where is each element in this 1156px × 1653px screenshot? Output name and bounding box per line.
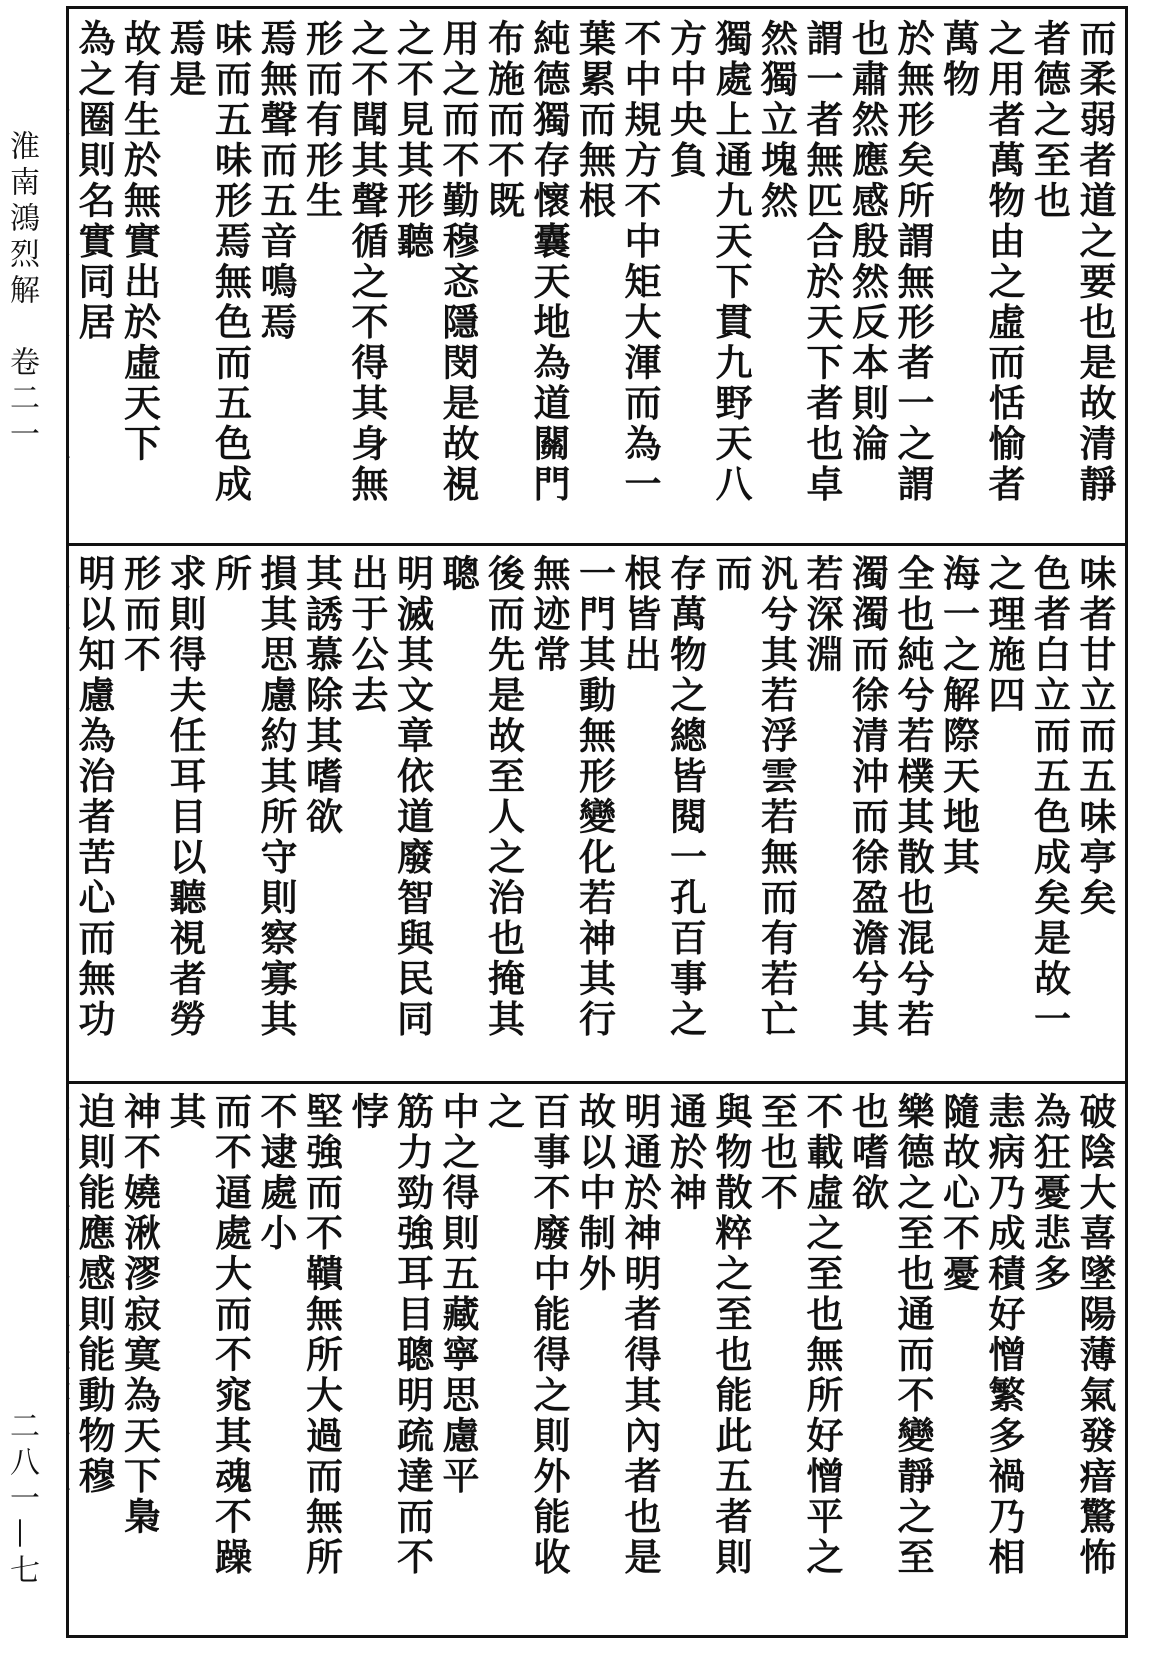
text-column: 用之而不勤穆忞隱閔是故視之不見其形聽 (390, 19, 480, 505)
text-column: 其誘慕除其嗜欲 (299, 554, 344, 838)
text-column: 故有生於無實出於虛天下 (117, 19, 162, 465)
text-column: 一門其動無形變化若神其行無迹常 (527, 554, 617, 1040)
text-column: 神不嬈湫漻寂寞為天下梟 (117, 1092, 162, 1538)
text-column: 而不逼處大而不窕其魂不躁其 (163, 1092, 253, 1578)
text-column: 存萬物之總皆閱一孔百事之根皆出 (618, 554, 708, 1040)
text-column: 全也純兮若樸其散也混兮若 (891, 554, 935, 1040)
text-column (69, 1092, 71, 1618)
text-column: 汎兮其若浮雲若無而有若亡而 (709, 554, 799, 1040)
text-column: 純德獨存懷囊天地為道關門布施而不既 (481, 19, 571, 505)
text-column: 恚病乃成積好憎繁多禍乃相隨故心不憂 (936, 1092, 1026, 1578)
text-column: 筋力勁強耳目聰明疏達而不悖 (345, 1092, 435, 1578)
text-column: 迫則能應感則能動物穆 (72, 1092, 116, 1497)
page-number-margin: 二八一—七 (4, 1410, 39, 1590)
text-column: 損其思慮約其所守則察寡其所 (208, 554, 298, 1040)
text-column: 後而先是故至人之治也掩其聰 (436, 554, 526, 1040)
text-column: 百事不廢中能得之則外能收之 (481, 1092, 571, 1578)
text-column: 明通於神明者得其內者也是故以中制外 (572, 1092, 662, 1578)
text-column: 味者甘立而五味亭矣 (1073, 554, 1117, 919)
text-column: 味而五味形焉無色而五色成焉是 (163, 19, 253, 505)
text-column: 為之圈則名實同居 (72, 19, 116, 343)
text-band-bottom (69, 1081, 1125, 1624)
text-column: 謂一者無匹合於天下者也卓然獨立塊然 (754, 19, 844, 505)
text-column: 不中規方不中矩大渾而為一葉累而無根 (572, 19, 662, 505)
text-column: 於無形矣所謂無形者一之謂也肅然應感殷然反本則淪 (845, 19, 935, 505)
text-column: 濁濁而徐清沖而徐盈澹兮其若深淵 (800, 554, 890, 1040)
text-column (69, 19, 71, 510)
text-column: 明以知慮為治者苦心而無功 (72, 554, 116, 1040)
text-column: 色者白立而五色成矣是故一之理施四 (982, 554, 1072, 1040)
text-block-middle (69, 554, 1117, 1045)
text-block-bottom (69, 1092, 1117, 1618)
text-column: 焉無聲而五音鳴焉 (254, 19, 298, 343)
text-column: 不載虛之至也無所好憎平之至也不 (754, 1092, 844, 1578)
text-column: 樂德之至也通而不變靜之至也嗜欲 (845, 1092, 935, 1578)
text-column: 堅強而不鞼無所大過而無所不逮處小 (254, 1092, 344, 1578)
text-column: 海一之解際天地其 (936, 554, 981, 878)
book-title-margin: 淮南鴻烈解 卷二一 (4, 130, 39, 454)
text-column: 求則得夫任耳目以聽視者勞形而不 (117, 554, 207, 1040)
text-block-top (69, 19, 1117, 510)
text-column: 破陰大喜墜陽薄氣發瘖驚怖為狂憂悲多 (1027, 1092, 1117, 1578)
text-column: 明滅其文章依道廢智與民同出于公去 (345, 554, 435, 1040)
text-column: 中之得則五藏寧思慮平 (436, 1092, 480, 1497)
text-column: 之不聞其聲循之不得其身無形而有形生 (299, 19, 389, 505)
text-column: 獨處上通九天下貫九野天八方中央負 (663, 19, 753, 505)
text-column: 與物散粹之至也能此五者則通於神 (663, 1092, 753, 1578)
text-band-middle (69, 543, 1125, 1051)
text-column: 而柔弱者道之要也是故清靜者德之至也 (1027, 19, 1117, 505)
text-band-top (69, 11, 1125, 516)
text-column: 之用者萬物由之虛而恬愉者萬物 (936, 19, 1026, 505)
page-frame (66, 6, 1128, 1638)
